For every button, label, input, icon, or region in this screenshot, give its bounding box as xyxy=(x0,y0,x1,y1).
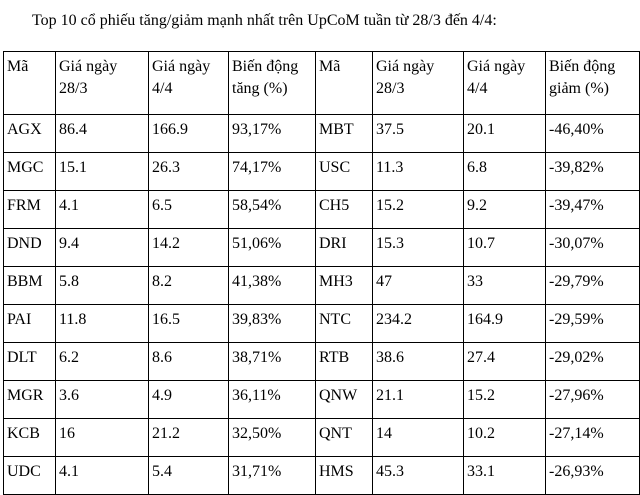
gain-change-cell: 32,50% xyxy=(229,419,316,457)
gain-price-0328-cell: 6.2 xyxy=(56,343,149,381)
gain-price-0328-cell: 4.1 xyxy=(56,457,149,495)
loss-price-0328-cell: 47 xyxy=(373,267,464,305)
loss-price-0328-cell: 45.3 xyxy=(373,457,464,495)
gain-price-0404-cell: 5.4 xyxy=(149,457,229,495)
loss-price-0328-cell: 11.3 xyxy=(373,153,464,191)
table-caption: Top 10 cổ phiếu tăng/giảm mạnh nhất trên UpCoM tuần từ 28/3 đến 4/4: xyxy=(32,12,497,29)
table-row xyxy=(4,153,640,191)
loss-change-cell: -26,93% xyxy=(546,457,640,495)
loss-price-0404-cell: 27.4 xyxy=(464,343,546,381)
gain-price-0328-cell: 3.6 xyxy=(56,381,149,419)
loss-code-cell: NTC xyxy=(316,305,373,343)
loss-code-cell: RTB xyxy=(316,343,373,381)
loss-price-0328-cell: 38.6 xyxy=(373,343,464,381)
table-body xyxy=(4,52,640,495)
gain-code-cell: BBM xyxy=(4,267,56,305)
header-loss-change: Biến động giảm (%) xyxy=(546,52,640,115)
loss-change-cell: -29,79% xyxy=(546,267,640,305)
loss-price-0328-cell: 234.2 xyxy=(373,305,464,343)
header-gain-change: Biến động tăng (%) xyxy=(229,52,316,115)
gain-price-0404-cell: 14.2 xyxy=(149,229,229,267)
gain-change-cell: 38,71% xyxy=(229,343,316,381)
gain-change-cell: 36,11% xyxy=(229,381,316,419)
loss-price-0404-cell: 20.1 xyxy=(464,115,546,153)
loss-price-0404-cell: 6.8 xyxy=(464,153,546,191)
table-row xyxy=(4,381,640,419)
gain-price-0404-cell: 4.9 xyxy=(149,381,229,419)
gain-price-0328-cell: 9.4 xyxy=(56,229,149,267)
gain-price-0404-cell: 16.5 xyxy=(149,305,229,343)
loss-change-cell: -29,59% xyxy=(546,305,640,343)
gain-code-cell: UDC xyxy=(4,457,56,495)
gain-price-0328-cell: 4.1 xyxy=(56,191,149,229)
table-row xyxy=(4,305,640,343)
gain-change-cell: 58,54% xyxy=(229,191,316,229)
loss-code-cell: HMS xyxy=(316,457,373,495)
loss-price-0404-cell: 15.2 xyxy=(464,381,546,419)
gain-price-0404-cell: 8.6 xyxy=(149,343,229,381)
gain-price-0328-cell: 5.8 xyxy=(56,267,149,305)
gain-price-0404-cell: 8.2 xyxy=(149,267,229,305)
stock-movers-table xyxy=(3,51,640,495)
table-row xyxy=(4,457,640,495)
gain-change-cell: 51,06% xyxy=(229,229,316,267)
gain-code-cell: MGR xyxy=(4,381,56,419)
loss-price-0404-cell: 164.9 xyxy=(464,305,546,343)
loss-price-0404-cell: 33 xyxy=(464,267,546,305)
loss-change-cell: -27,14% xyxy=(546,419,640,457)
gain-code-cell: AGX xyxy=(4,115,56,153)
gain-price-0404-cell: 21.2 xyxy=(149,419,229,457)
table-row xyxy=(4,343,640,381)
gain-code-cell: FRM xyxy=(4,191,56,229)
gain-change-cell: 74,17% xyxy=(229,153,316,191)
gain-price-0404-cell: 166.9 xyxy=(149,115,229,153)
table-row xyxy=(4,267,640,305)
loss-code-cell: MBT xyxy=(316,115,373,153)
loss-change-cell: -30,07% xyxy=(546,229,640,267)
gain-code-cell: DND xyxy=(4,229,56,267)
loss-code-cell: USC xyxy=(316,153,373,191)
header-loss-price-0328: Giá ngày 28/3 xyxy=(373,52,464,115)
gain-code-cell: KCB xyxy=(4,419,56,457)
gain-price-0328-cell: 11.8 xyxy=(56,305,149,343)
gain-change-cell: 41,38% xyxy=(229,267,316,305)
header-row xyxy=(4,52,640,115)
loss-price-0404-cell: 9.2 xyxy=(464,191,546,229)
header-gain-code: Mã xyxy=(4,52,56,115)
loss-change-cell: -29,02% xyxy=(546,343,640,381)
loss-code-cell: MH3 xyxy=(316,267,373,305)
gain-price-0328-cell: 16 xyxy=(56,419,149,457)
loss-price-0328-cell: 15.2 xyxy=(373,191,464,229)
table-row xyxy=(4,419,640,457)
header-loss-price-0404: Giá ngày 4/4 xyxy=(464,52,546,115)
loss-code-cell: QNW xyxy=(316,381,373,419)
table-row xyxy=(4,191,640,229)
gain-change-cell: 93,17% xyxy=(229,115,316,153)
gain-change-cell: 39,83% xyxy=(229,305,316,343)
loss-change-cell: -27,96% xyxy=(546,381,640,419)
header-loss-code: Mã xyxy=(316,52,373,115)
loss-change-cell: -39,82% xyxy=(546,153,640,191)
table-row xyxy=(4,229,640,267)
loss-code-cell: QNT xyxy=(316,419,373,457)
loss-price-0328-cell: 15.3 xyxy=(373,229,464,267)
gain-change-cell: 31,71% xyxy=(229,457,316,495)
loss-price-0404-cell: 10.7 xyxy=(464,229,546,267)
gain-price-0404-cell: 26.3 xyxy=(149,153,229,191)
gain-code-cell: DLT xyxy=(4,343,56,381)
table-row xyxy=(4,115,640,153)
gain-price-0404-cell: 6.5 xyxy=(149,191,229,229)
loss-change-cell: -39,47% xyxy=(546,191,640,229)
gain-code-cell: MGC xyxy=(4,153,56,191)
loss-change-cell: -46,40% xyxy=(546,115,640,153)
loss-price-0328-cell: 37.5 xyxy=(373,115,464,153)
gain-price-0328-cell: 86.4 xyxy=(56,115,149,153)
loss-price-0404-cell: 10.2 xyxy=(464,419,546,457)
loss-code-cell: DRI xyxy=(316,229,373,267)
header-gain-price-0404: Giá ngày 4/4 xyxy=(149,52,229,115)
gain-code-cell: PAI xyxy=(4,305,56,343)
loss-price-0328-cell: 21.1 xyxy=(373,381,464,419)
loss-code-cell: CH5 xyxy=(316,191,373,229)
loss-price-0404-cell: 33.1 xyxy=(464,457,546,495)
header-gain-price-0328: Giá ngày 28/3 xyxy=(56,52,149,115)
loss-price-0328-cell: 14 xyxy=(373,419,464,457)
gain-price-0328-cell: 15.1 xyxy=(56,153,149,191)
